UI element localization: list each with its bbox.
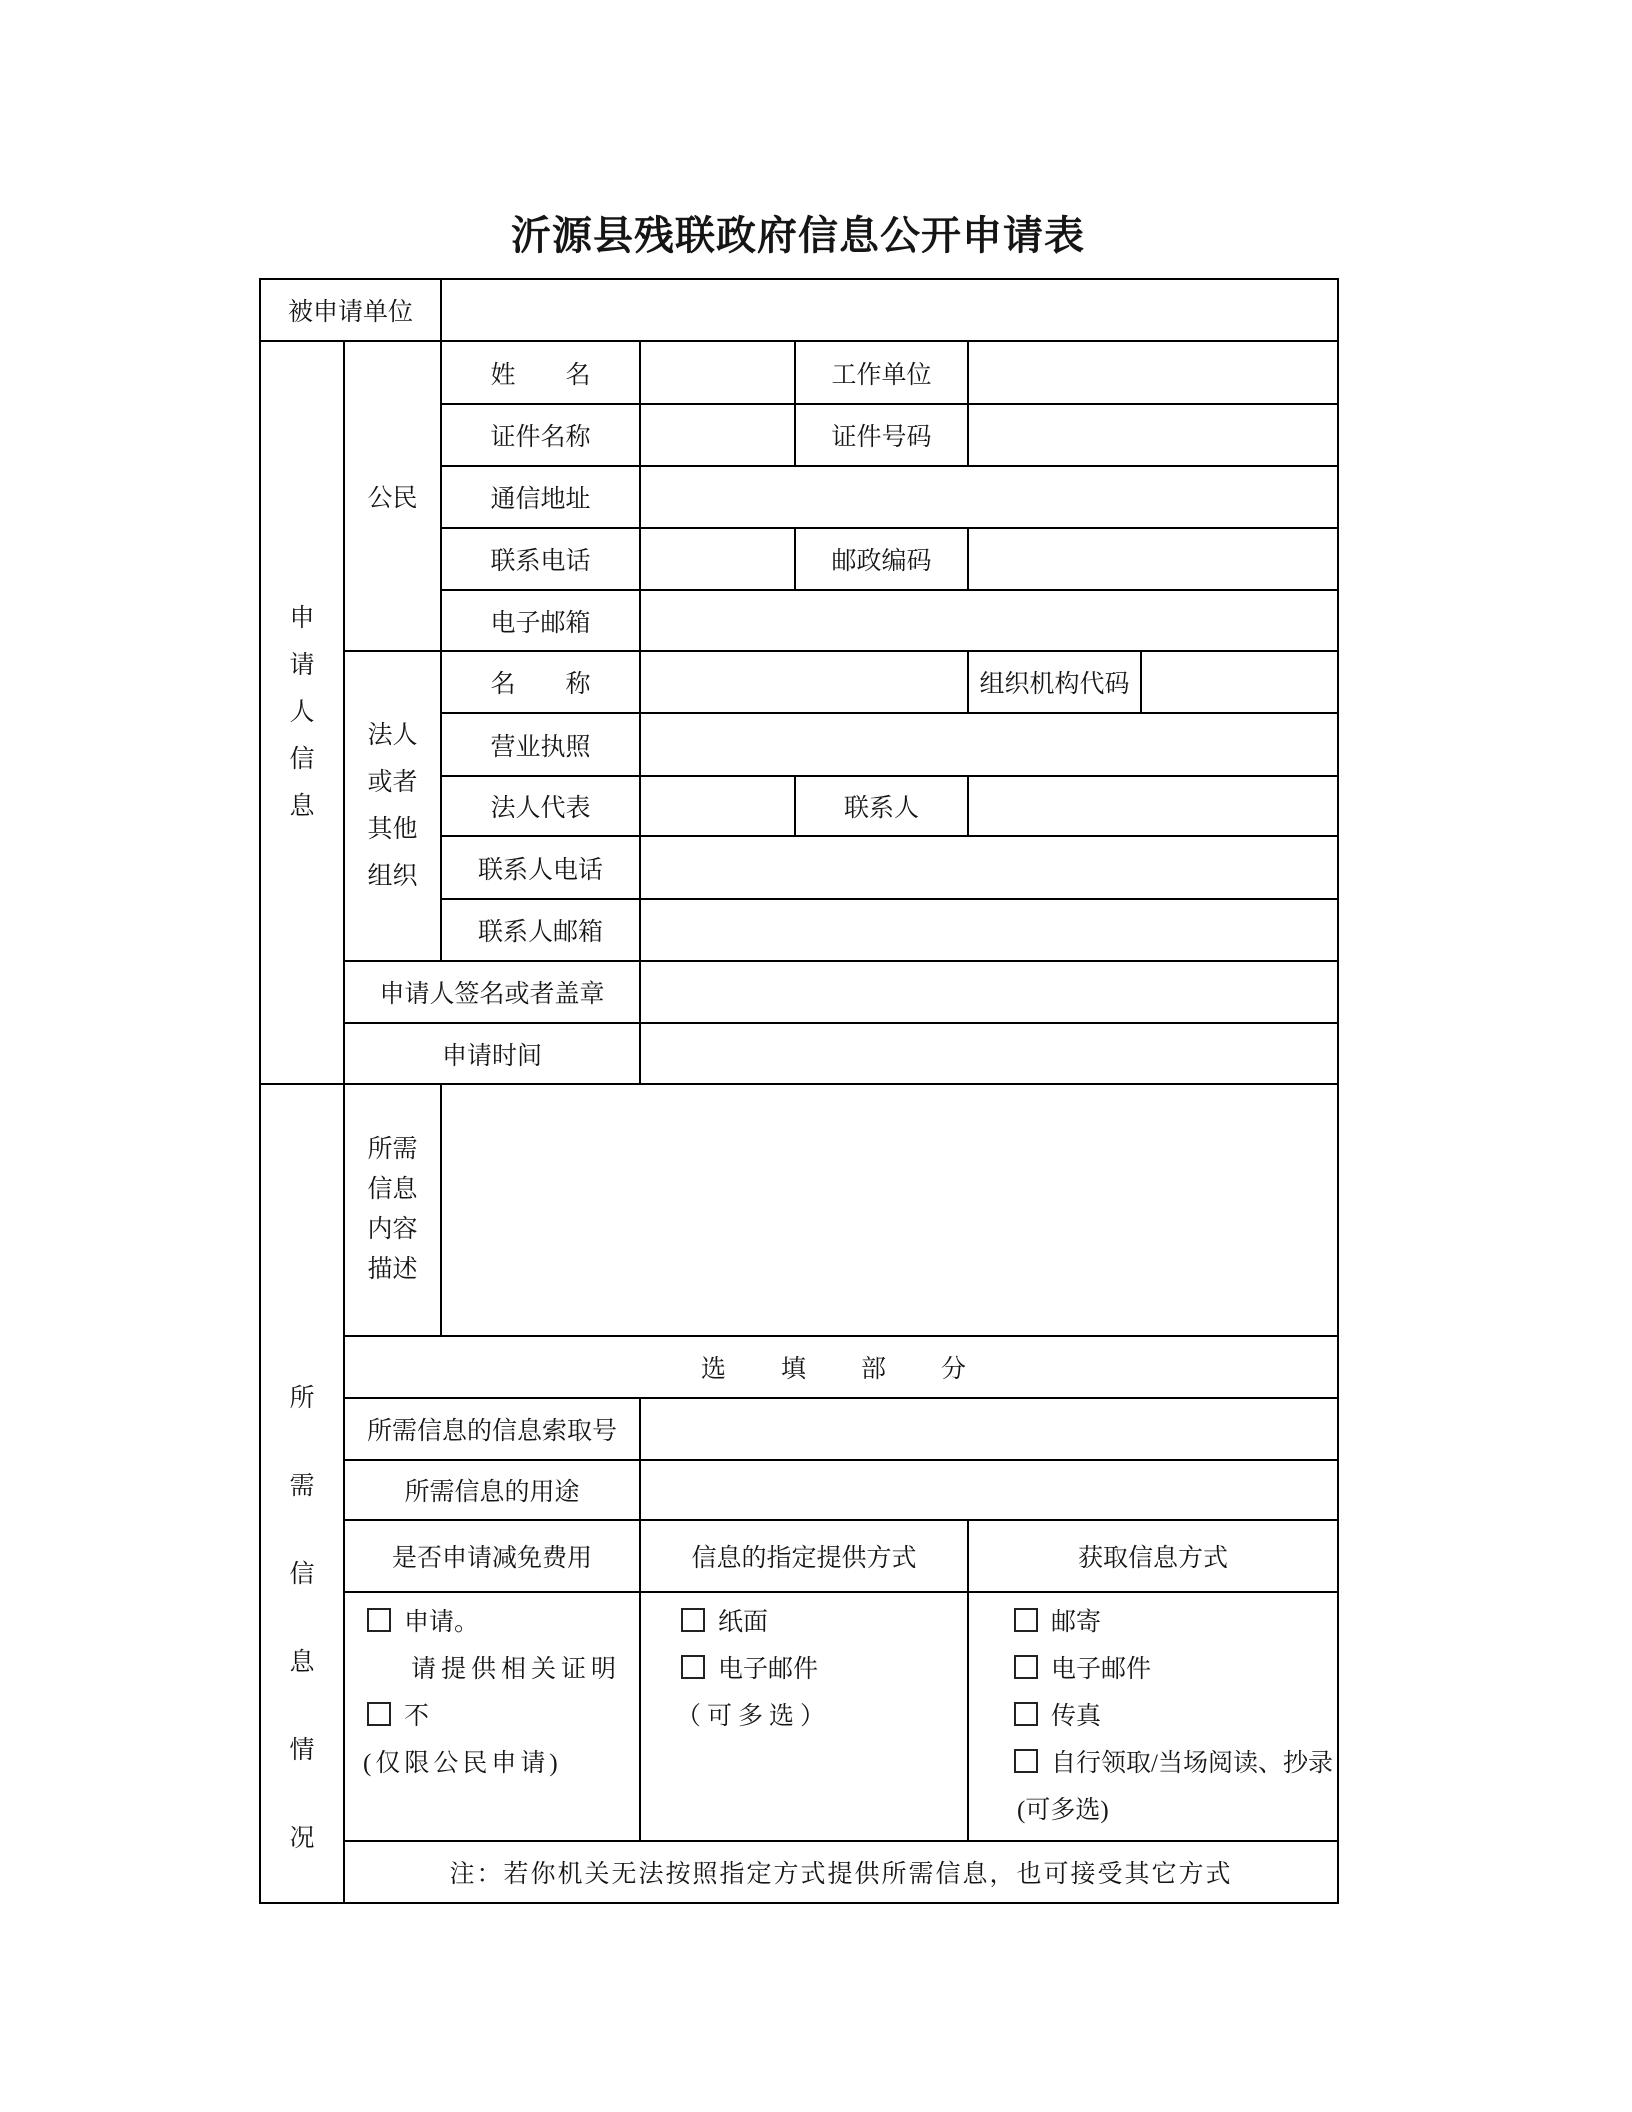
postcode-value-cell[interactable]: [968, 528, 1338, 590]
purpose-label: 所需信息的用途: [344, 1460, 640, 1520]
apply-time-row: [260, 1023, 1338, 1084]
legal-rep-value-cell[interactable]: [640, 776, 795, 836]
contact-label: 联系人: [795, 776, 968, 836]
content-desc-label: [344, 1084, 441, 1336]
purpose-row: [260, 1460, 1338, 1520]
work-unit-value-cell[interactable]: [968, 341, 1338, 404]
obtain-email-checkbox[interactable]: [1014, 1655, 1038, 1679]
page-title: 沂源县残联政府信息公开申请表: [511, 213, 1085, 258]
needed-info-group-label: [260, 1084, 344, 1903]
applied-unit-label: 被申请单位: [260, 279, 441, 341]
optional-part-header: 选 填 部 分: [344, 1336, 1338, 1398]
org-name-row: [260, 651, 1338, 713]
index-no-value-cell[interactable]: [640, 1398, 1338, 1460]
org-name-label: 名 称: [441, 651, 640, 713]
email-label: 电子邮箱: [441, 590, 640, 651]
name-label: 姓 名: [441, 341, 640, 404]
phone-value-cell[interactable]: [640, 528, 795, 590]
fee-apply-checkbox[interactable]: [367, 1608, 391, 1632]
org-code-value-cell[interactable]: [1141, 651, 1338, 713]
purpose-value-cell[interactable]: [640, 1460, 1338, 1520]
email-value-cell[interactable]: [640, 590, 1338, 651]
contact-phone-value-cell[interactable]: [640, 836, 1338, 899]
obtain-self-checkbox[interactable]: [1014, 1749, 1038, 1773]
provide-paper-option[interactable]: [641, 1599, 967, 1646]
content-desc-input-cell[interactable]: [441, 1084, 1338, 1336]
content-desc-row: [260, 1084, 1338, 1336]
content-desc-vertical-label: 所需信息内容描述: [367, 1136, 418, 1283]
applied-unit-value-cell[interactable]: [441, 279, 1338, 341]
signature-value-cell[interactable]: [640, 961, 1338, 1023]
obtain-self-option[interactable]: [969, 1740, 1337, 1787]
fee-apply-option[interactable]: [345, 1599, 639, 1646]
signature-label: 申请人签名或者盖章: [344, 961, 640, 1023]
fee-options-cell: [344, 1592, 640, 1841]
fee-apply-note: 请提供相关证明: [411, 1656, 622, 1683]
contact-email-label: 联系人邮箱: [441, 899, 640, 961]
needed-info-vertical-label: 所需信息情况: [289, 1385, 315, 1852]
fee-header-label: 是否申请减免费用: [344, 1520, 640, 1592]
org-code-label: 组织机构代码: [968, 651, 1141, 713]
provide-paper-label: 纸面: [718, 1609, 769, 1636]
obtain-options-cell: [968, 1592, 1338, 1841]
name-row: [260, 341, 1338, 404]
address-label: 通信地址: [441, 466, 640, 528]
provide-header-label: 信息的指定提供方式: [640, 1520, 968, 1592]
address-value-cell[interactable]: [640, 466, 1338, 528]
obtain-self-label: 自行领取/当场阅读、抄录: [1051, 1750, 1333, 1777]
provide-email-checkbox[interactable]: [681, 1655, 705, 1679]
license-label: 营业执照: [441, 713, 640, 776]
legal-entity-group-label: [344, 651, 441, 961]
options-header-row: [260, 1520, 1338, 1592]
obtain-mail-label: 邮寄: [1051, 1609, 1102, 1636]
fee-citizen-note: (仅限公民申请): [363, 1750, 562, 1777]
provide-options-cell: [640, 1592, 968, 1841]
fee-apply-label: 申请。: [404, 1609, 480, 1636]
obtain-email-option[interactable]: [969, 1646, 1337, 1693]
applied-unit-row: [260, 279, 1338, 341]
cert-number-label: 证件号码: [795, 404, 968, 466]
signature-row: [260, 961, 1338, 1023]
postcode-label: 邮政编码: [795, 528, 968, 590]
obtain-fax-checkbox[interactable]: [1014, 1702, 1038, 1726]
license-value-cell[interactable]: [640, 713, 1338, 776]
apply-time-label: 申请时间: [344, 1023, 640, 1084]
citizen-group-label: 公民: [344, 341, 441, 651]
legal-entity-vertical-label: 法人或者其他组织: [367, 722, 418, 890]
contact-email-value-cell[interactable]: [640, 899, 1338, 961]
work-unit-label: 工作单位: [795, 341, 968, 404]
fee-no-label: 不: [404, 1703, 430, 1730]
phone-label: 联系电话: [441, 528, 640, 590]
provide-multi-note: （可多选）: [676, 1703, 832, 1730]
application-form-table: [259, 278, 1339, 1904]
obtain-fax-label: 传真: [1051, 1703, 1102, 1730]
name-value-cell[interactable]: [640, 341, 795, 404]
apply-time-value-cell[interactable]: [640, 1023, 1338, 1084]
options-row: [260, 1592, 1338, 1841]
note-text: 注：若你机关无法按照指定方式提供所需信息，也可接受其它方式: [344, 1841, 1338, 1903]
contact-value-cell[interactable]: [968, 776, 1338, 836]
index-no-label: 所需信息的信息索取号: [344, 1398, 640, 1460]
legal-rep-label: 法人代表: [441, 776, 640, 836]
obtain-fax-option[interactable]: [969, 1693, 1337, 1740]
obtain-header-label: 获取信息方式: [968, 1520, 1338, 1592]
obtain-multi-note: (可多选): [1017, 1797, 1109, 1824]
applicant-info-group-label: [260, 341, 344, 1084]
obtain-email-label: 电子邮件: [1051, 1656, 1152, 1683]
provide-email-option[interactable]: [641, 1646, 967, 1693]
cert-name-value-cell[interactable]: [640, 404, 795, 466]
obtain-mail-checkbox[interactable]: [1014, 1608, 1038, 1632]
obtain-mail-option[interactable]: [969, 1599, 1337, 1646]
fee-no-checkbox[interactable]: [367, 1702, 391, 1726]
provide-paper-checkbox[interactable]: [681, 1608, 705, 1632]
contact-phone-label: 联系人电话: [441, 836, 640, 899]
note-row: [260, 1841, 1338, 1903]
cert-name-label: 证件名称: [441, 404, 640, 466]
cert-number-value-cell[interactable]: [968, 404, 1338, 466]
fee-no-option[interactable]: [345, 1693, 639, 1740]
org-name-value-cell[interactable]: [640, 651, 968, 713]
applicant-info-vertical-label: 申请人信息: [289, 605, 315, 820]
optional-part-row: [260, 1336, 1338, 1398]
index-no-row: [260, 1398, 1338, 1460]
provide-email-label: 电子邮件: [718, 1656, 819, 1683]
